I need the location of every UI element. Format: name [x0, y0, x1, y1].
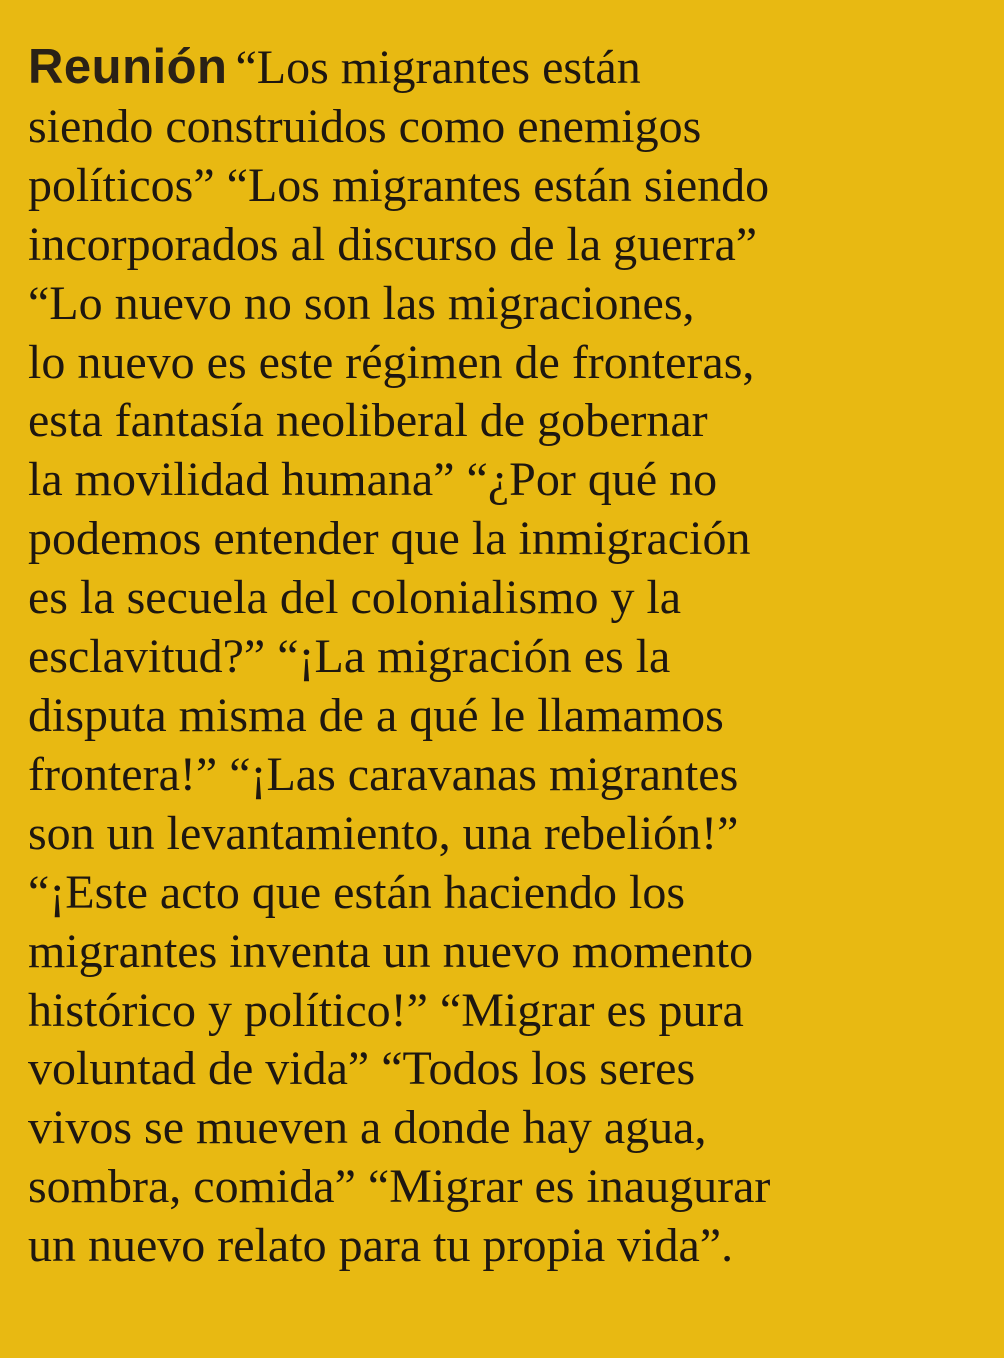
quote-text-line: disputa misma de a qué le llamamos: [28, 688, 724, 742]
quote-text-line: la movilidad humana” “¿Por qué no: [28, 453, 718, 507]
quote-text-line: siendo construidos como enemigos: [28, 99, 702, 153]
quote-text-line: histórico y político!” “Migrar es pura: [28, 983, 744, 1037]
quote-text-line: esta fantasía neoliberal de gobernar: [28, 394, 708, 448]
quote-text-line: lo nuevo es este régimen de fronteras,: [28, 335, 755, 389]
quote-text-line: esclavitud?” “¡La migración es la: [28, 630, 671, 684]
quote-text-line: sombra, comida” “Migrar es inaugurar: [28, 1160, 771, 1214]
quote-text-line: “Lo nuevo no son las migraciones,: [28, 276, 695, 330]
quote-text-line: políticos” “Los migrantes están siendo: [28, 158, 770, 212]
quote-text-line: vivos se mueven a donde hay agua,: [28, 1101, 707, 1155]
quote-text-line: migrantes inventa un nuevo momento: [28, 924, 754, 978]
quote-text-line: son un levantamiento, una rebelión!”: [28, 806, 739, 860]
quote-text-line: incorporados al discurso de la guerra”: [28, 217, 758, 271]
quote-text-block: [28, 38, 988, 1276]
quote-text-line: voluntad de vida” “Todos los seres: [28, 1042, 696, 1096]
quote-text-line: un nuevo relato para tu propia vida”.: [28, 1219, 734, 1273]
quote-text-line: “¡Este acto que están haciendo los: [28, 865, 686, 919]
heading-reunion: Reunión: [28, 40, 228, 94]
quote-text-line: “Los migrantes están: [235, 41, 641, 94]
quote-text-line: podemos entender que la inmigración: [28, 512, 751, 566]
text-line-1: [28, 38, 988, 98]
quote-text-line: frontera!” “¡Las caravanas migrantes: [28, 747, 739, 801]
quote-text-line: es la secuela del colonialismo y la: [28, 571, 682, 625]
